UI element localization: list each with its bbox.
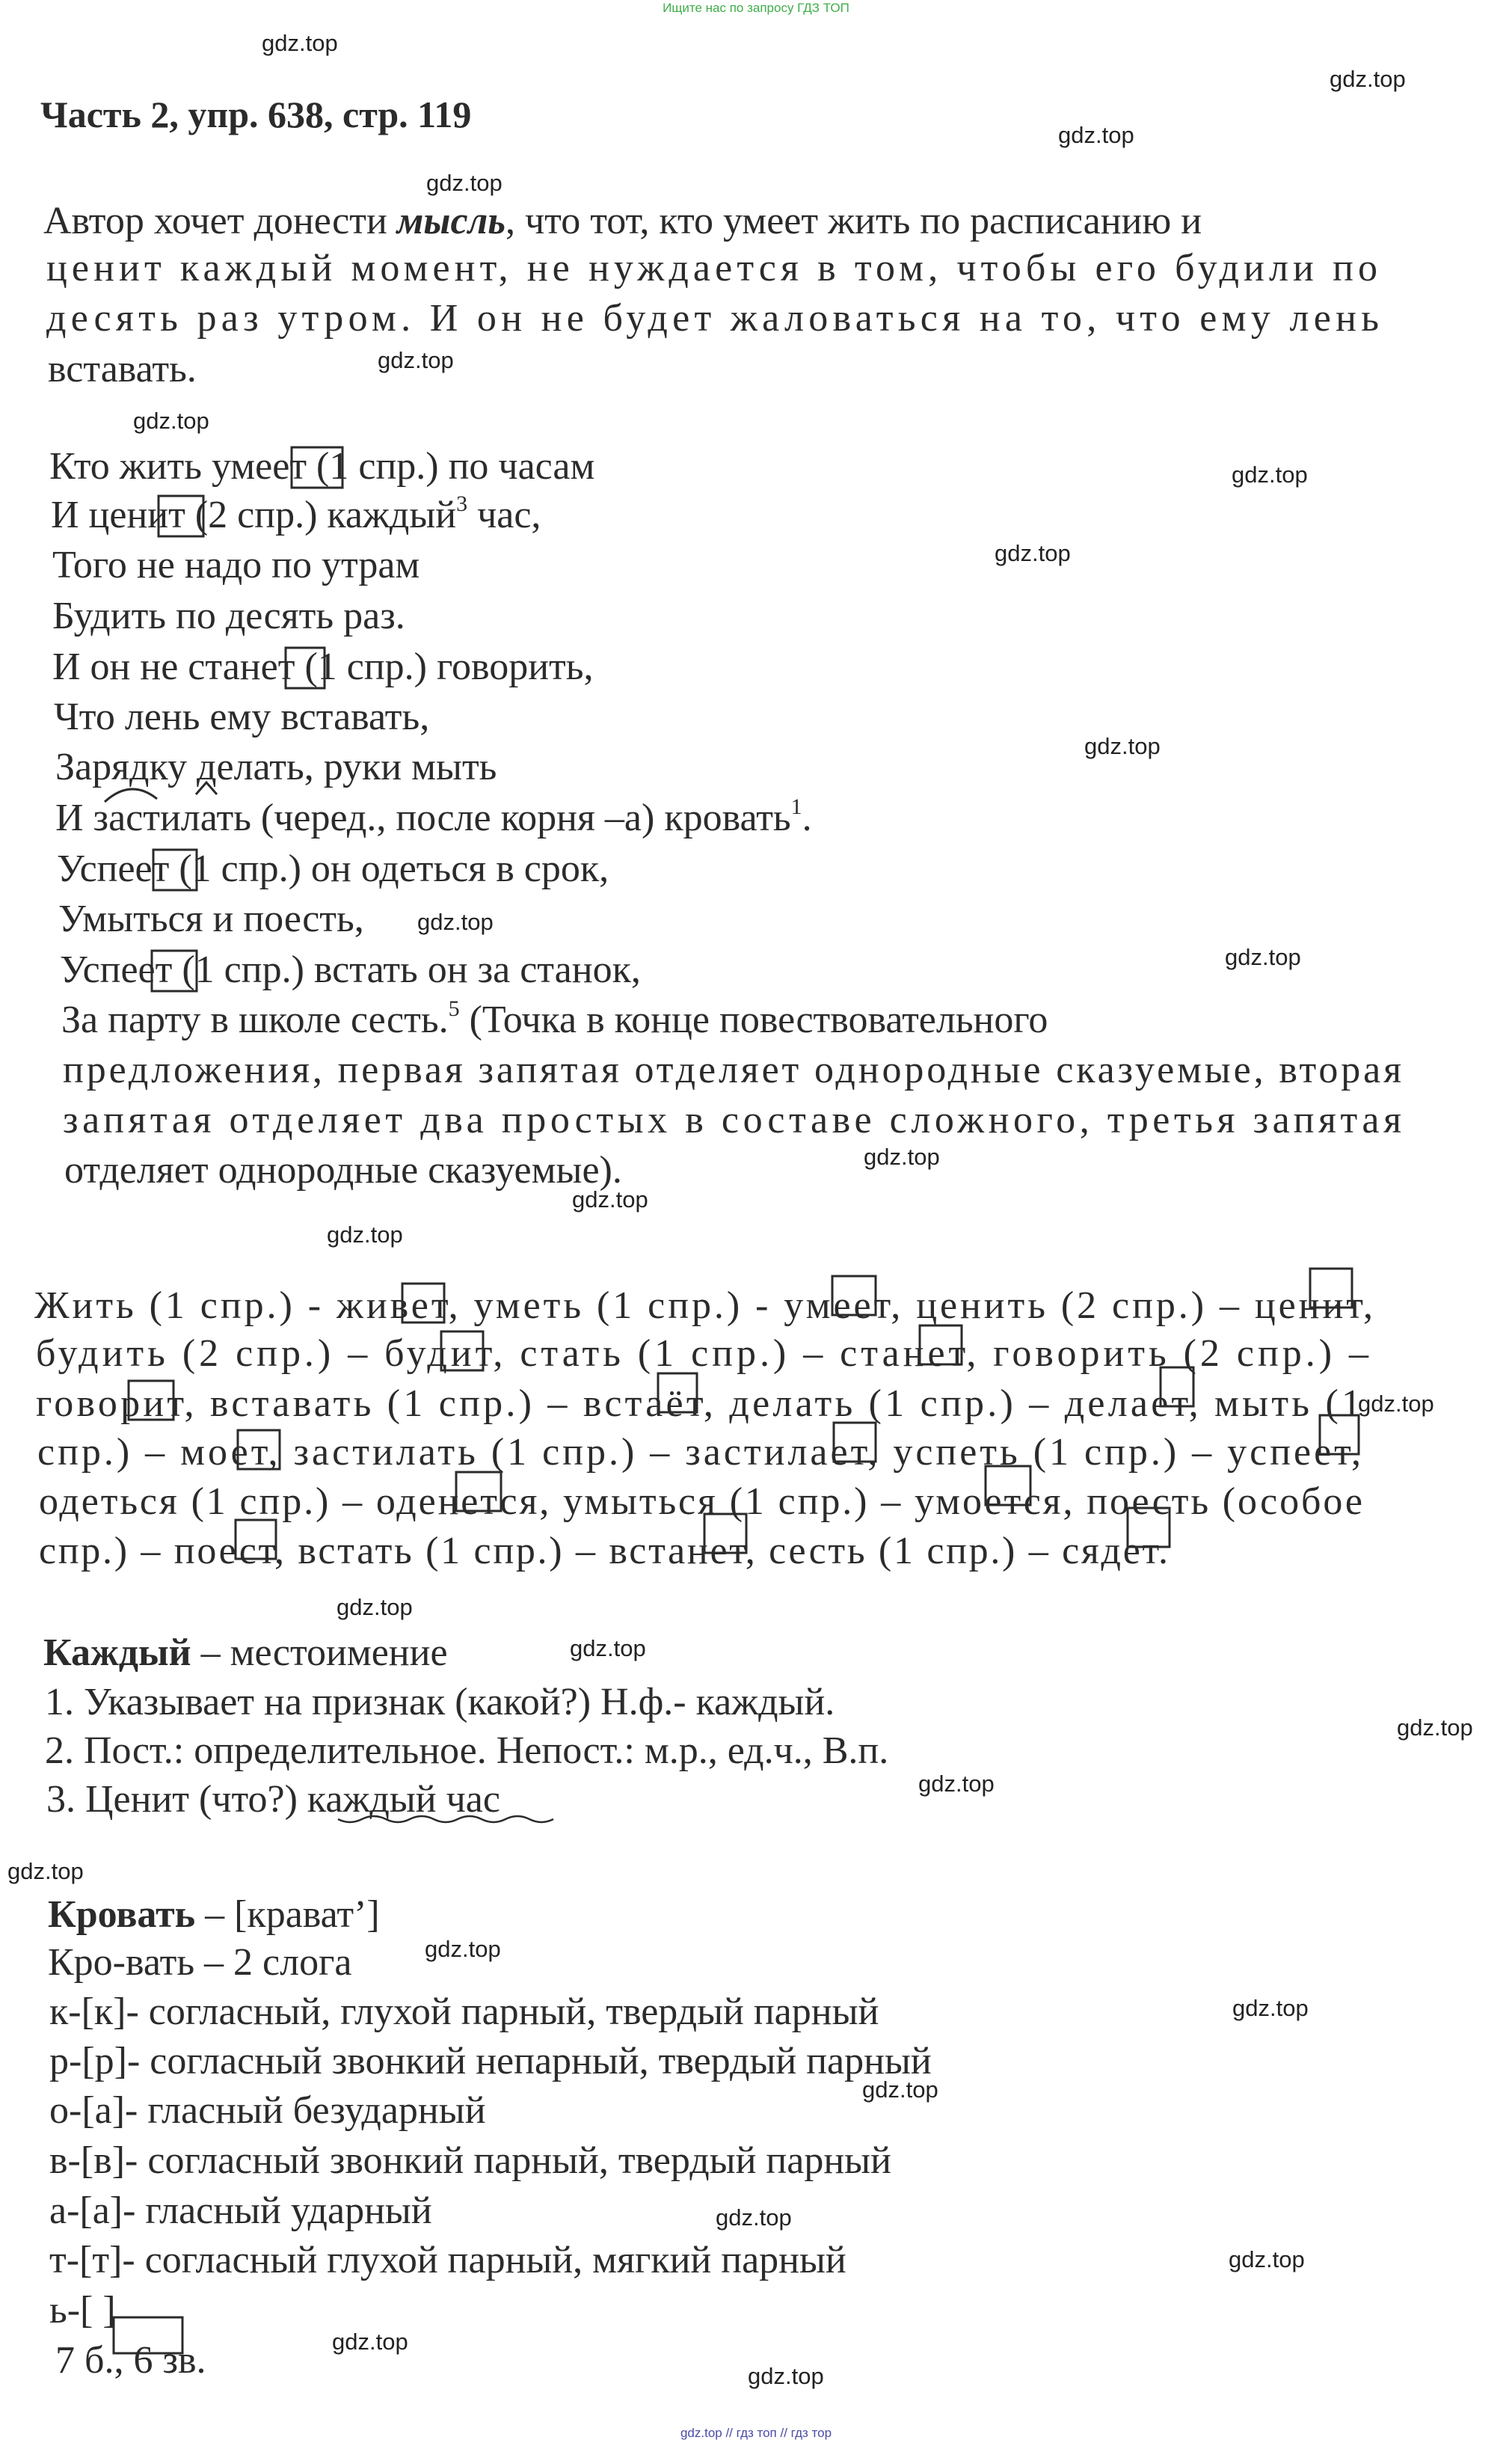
poem-line: отделяет однородные сказуемые). — [64, 1149, 622, 1192]
watermark: gdz.top — [336, 1594, 413, 1620]
watermark: gdz.top — [262, 30, 338, 56]
sound-row: ь-[ ] — [49, 2289, 116, 2332]
watermark: gdz.top — [332, 2329, 408, 2355]
watermark: gdz.top — [1397, 1714, 1473, 1741]
poem-text: . — [802, 797, 812, 839]
sound-row: в-[в]- согласный звонкий парный, твердый парный — [49, 2139, 891, 2182]
krovat-word: Кровать — [48, 1893, 196, 1936]
watermark: gdz.top — [1084, 733, 1161, 759]
watermark: gdz.top — [716, 2204, 792, 2231]
footnote-mark: 3 — [456, 491, 468, 516]
krovat-transcription: – [крават’] — [195, 1893, 380, 1936]
conj-line: спр.) – поест, встать (1 спр.) – встанет, сесть (1 спр.) – сядет. — [39, 1530, 1168, 1572]
intro-line: вставать. — [48, 348, 197, 390]
sound-row: о-[а]- гласный безударный — [49, 2089, 486, 2132]
sound-row: к-[к]- согласный, глухой парный, твердый парный — [49, 1990, 879, 2033]
intro-emphasis: мысль — [396, 200, 506, 242]
bottom-footer: gdz.top // гдз топ // гдз тор — [680, 2426, 832, 2440]
kazhdy-heading — [43, 1631, 448, 1674]
poem-text: За парту в школе сесть. — [61, 999, 449, 1041]
intro-line — [43, 200, 1202, 242]
kazhdy-line: 1. Указывает на признак (какой?) Н.ф.- каждый. — [45, 1681, 835, 1723]
watermark: gdz.top — [918, 1771, 995, 1797]
watermark: gdz.top — [572, 1186, 648, 1213]
poem-line: Зарядку делать, руки мыть — [55, 746, 497, 788]
watermark: gdz.top — [133, 408, 209, 434]
watermark: gdz.top — [862, 2076, 938, 2103]
watermark: gdz.top — [1330, 66, 1406, 92]
sound-row: а-[а]- гласный ударный — [49, 2189, 432, 2232]
watermarks — [7, 30, 1473, 2389]
krovat-syllables: Кро-вать – 2 слога — [48, 1941, 352, 1984]
intro-line: десять раз утром. И он не будет жаловаться на то, что ему лень — [46, 297, 1380, 340]
poem-line: И он не станет (1 спр.) говорить, — [52, 646, 594, 688]
intro-line: ценит каждый момент, не нуждается в том, чтобы его будили по — [46, 247, 1377, 289]
watermark: gdz.top — [1232, 462, 1308, 488]
watermark: gdz.top — [1232, 1995, 1309, 2021]
krovat-heading — [48, 1893, 380, 1936]
kazhdy-line: 2. Пост.: определительное. Непост.: м.р., ед.ч., В.п. — [45, 1729, 889, 1772]
krovat-total: 7 б., 6 зв. — [55, 2339, 206, 2382]
poem-text: И ценит (2 спр.) каждый — [51, 494, 457, 536]
footnote-mark: 5 — [448, 996, 460, 1021]
conj-line: одеться (1 спр.) – оденется, умыться (1 спр.) – умоется, поесть (особое — [39, 1480, 1362, 1523]
poem-line: Того не надо по утрам — [52, 544, 420, 586]
poem-line: предложения, первая запятая отделяет однородные сказуемые, вторая — [63, 1049, 1401, 1091]
watermark: gdz.top — [995, 540, 1071, 566]
kazhdy-part-of-speech: – местоимение — [191, 1631, 448, 1674]
poem-line — [55, 794, 812, 839]
intro-text: , что тот, кто умеет жить по расписанию и — [505, 200, 1202, 242]
kazhdy-word: Каждый — [43, 1631, 191, 1674]
watermark: gdz.top — [378, 347, 454, 373]
kazhdy-underlined: каждый час — [307, 1778, 500, 1821]
conj-line: говорит, вставать (1 спр.) – встаёт, делать (1 спр.) – делает, мыть (1 — [36, 1382, 1362, 1425]
watermark: gdz.top — [327, 1222, 403, 1248]
poem-line: запятая отделяет два простых в составе сложного, третья запятая — [63, 1099, 1402, 1141]
watermark: gdz.top — [425, 1936, 501, 1962]
sound-row: т-[т]- согласный глухой парный, мягкий парный — [49, 2239, 846, 2281]
watermark: gdz.top — [570, 1635, 646, 1661]
watermark: gdz.top — [748, 2363, 824, 2389]
conj-line: Жить (1 спр.) - живет, уметь (1 спр.) - умеет, ценить (2 спр.) – ценит, — [34, 1284, 1373, 1327]
poem-line — [51, 491, 541, 536]
sound-row: р-[р]- согласный звонкий непарный, твердый парный — [49, 2040, 932, 2082]
watermark: gdz.top — [864, 1144, 940, 1170]
kazhdy-text: 3. Ценит (что?) — [46, 1778, 307, 1821]
intro-paragraph — [43, 200, 1379, 390]
conjugation-block — [34, 1284, 1373, 1572]
poem-text: И застилать (черед., после корня –а) кровать — [55, 797, 791, 839]
page-title: Часть 2, упр. 638, стр. 119 — [40, 94, 472, 135]
intro-text: Автор хочет донести — [43, 200, 397, 242]
watermark: gdz.top — [1229, 2246, 1305, 2272]
watermark: gdz.top — [7, 1858, 84, 1884]
poem-text: час, — [467, 494, 541, 536]
poem-line: Успеет (1 спр.) встать он за станок, — [60, 948, 641, 991]
krovat-analysis — [48, 1893, 932, 2382]
watermark: gdz.top — [1225, 944, 1301, 970]
poem-line: Умыться и поесть, — [58, 898, 364, 940]
footnote-mark: 1 — [790, 794, 802, 819]
conj-line: будить (2 спр.) – будит, стать (1 спр.) – станет, говорить (2 спр.) – — [36, 1332, 1369, 1375]
poem-line: Кто жить умеет (1 спр.) по часам — [49, 445, 595, 488]
kazhdy-analysis — [43, 1631, 888, 1822]
poem-text: (Точка в конце повествовательного — [459, 999, 1048, 1041]
watermark: gdz.top — [1358, 1391, 1434, 1417]
top-banner: Ищите нас по запросу ГДЗ ТОП — [663, 1, 849, 15]
poem-line: Успеет (1 спр.) он одеться в срок, — [57, 847, 609, 890]
watermark: gdz.top — [426, 170, 503, 196]
watermark: gdz.top — [1058, 122, 1134, 148]
poem-line: Будить по десять раз. — [52, 595, 405, 637]
poem-line — [61, 996, 1048, 1041]
kazhdy-line — [46, 1778, 500, 1821]
poem — [49, 445, 1401, 1192]
conj-line: спр.) – моет, застилать (1 спр.) – застилает, успеть (1 спр.) – успеет, — [37, 1431, 1361, 1474]
watermark: gdz.top — [417, 909, 494, 935]
poem-line: Что лень ему вставать, — [54, 696, 430, 738]
